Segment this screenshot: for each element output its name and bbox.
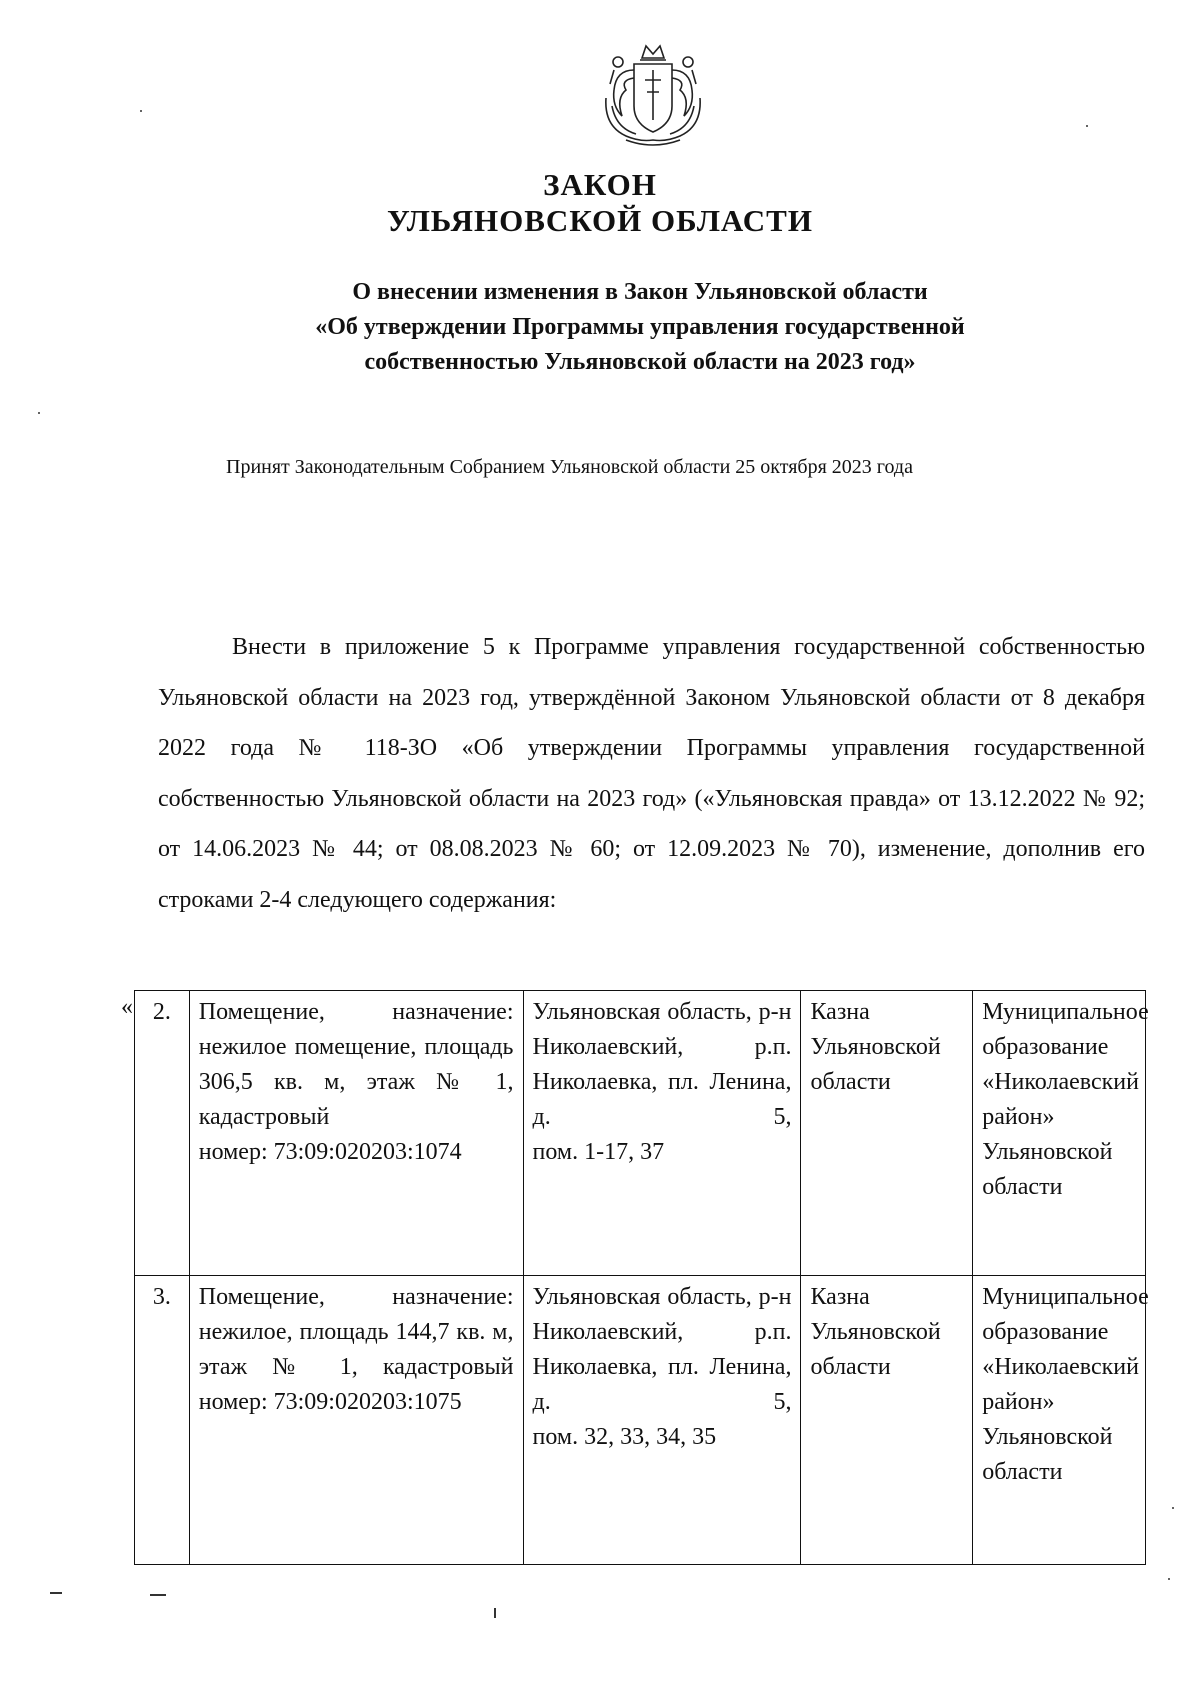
holder-cell <box>801 991 973 1276</box>
subtitle-line: собственностью Ульяновской области на 2023 год» <box>364 349 916 375</box>
address-cell <box>523 1276 801 1565</box>
object-cell <box>189 991 523 1276</box>
object-text: Помещение, назначение: нежилое помещение, площадь 306,5 кв. м, этаж № 1, кадастровый <box>198 999 514 1130</box>
body-paragraph: Внести в приложение 5 к Программе управления государственной собственностью Ульяновской области на 2023 год, утверждённой Законом Ульяновской области от 8 декабря 2022 года № 118-ЗО «Об утверждении Программы управления государственной собственностью Ульяновской области на 2023 год» («Ульяновская правда» от 13.12.2022 № 92; от 14.06.2023 № 44; от 08.08.2023 № 60; от 12.09.2023 № 70), изменение, дополнив его строками 2-4 следующего содержания: <box>158 634 1145 913</box>
object-text-end: номер: 73:09:020203:1075 <box>198 1389 462 1415</box>
subtitle-line: О внесении изменения в Закон Ульяновской области <box>352 279 928 305</box>
address-text: Ульяновская область, р-н Николаевский, р.п. Николаевка, пл. Ленина, д. 5, <box>532 1284 792 1415</box>
recipient-cell <box>973 991 1149 1276</box>
law-title: ЗАКОН <box>543 167 657 202</box>
holder-text-end: области <box>810 1354 891 1380</box>
address-text: Ульяновская область, р-н Николаевский, р.п. Николаевка, пл. Ленина, д. 5, <box>532 999 792 1130</box>
adoption-note: Принят Законодательным Собранием Ульяновской области 25 октября 2023 года <box>226 456 913 478</box>
object-cell <box>189 1276 523 1565</box>
address-cell <box>523 991 801 1276</box>
holder-text: Казна Ульяновской <box>810 1284 941 1345</box>
object-text: Помещение, назначение: нежилое, площадь 144,7 кв. м, этаж № 1, кадастровый <box>198 1284 514 1380</box>
table-row <box>135 1276 1146 1565</box>
holder-text: Казна Ульяновской <box>810 999 941 1060</box>
table-row <box>135 991 1146 1276</box>
address-text-end: пом. 32, 33, 34, 35 <box>532 1424 717 1450</box>
coat-of-arms-icon <box>596 40 710 150</box>
row-number: 3. <box>135 1276 190 1565</box>
recipient-text-end: области <box>982 1459 1063 1485</box>
recipient-text: Муниципальное образование «Николаевский район» Ульяновской <box>982 999 1149 1165</box>
holder-cell <box>801 1276 973 1565</box>
law-subtitle <box>140 275 1140 380</box>
opening-quote: « <box>121 994 133 1020</box>
address-text-end: пом. 1-17, 37 <box>532 1139 665 1165</box>
recipient-cell <box>973 1276 1149 1565</box>
recipient-text-end: области <box>982 1174 1063 1200</box>
amendment-table <box>134 990 1149 1565</box>
subtitle-line: «Об утверждении Программы управления государственной <box>315 314 965 340</box>
row-number: 2. <box>135 991 190 1276</box>
object-text-end: номер: 73:09:020203:1074 <box>198 1139 462 1165</box>
region-title: УЛЬЯНОВСКОЙ ОБЛАСТИ <box>387 203 813 238</box>
recipient-text: Муниципальное образование «Николаевский район» Ульяновской <box>982 1284 1149 1450</box>
holder-text-end: области <box>810 1069 891 1095</box>
